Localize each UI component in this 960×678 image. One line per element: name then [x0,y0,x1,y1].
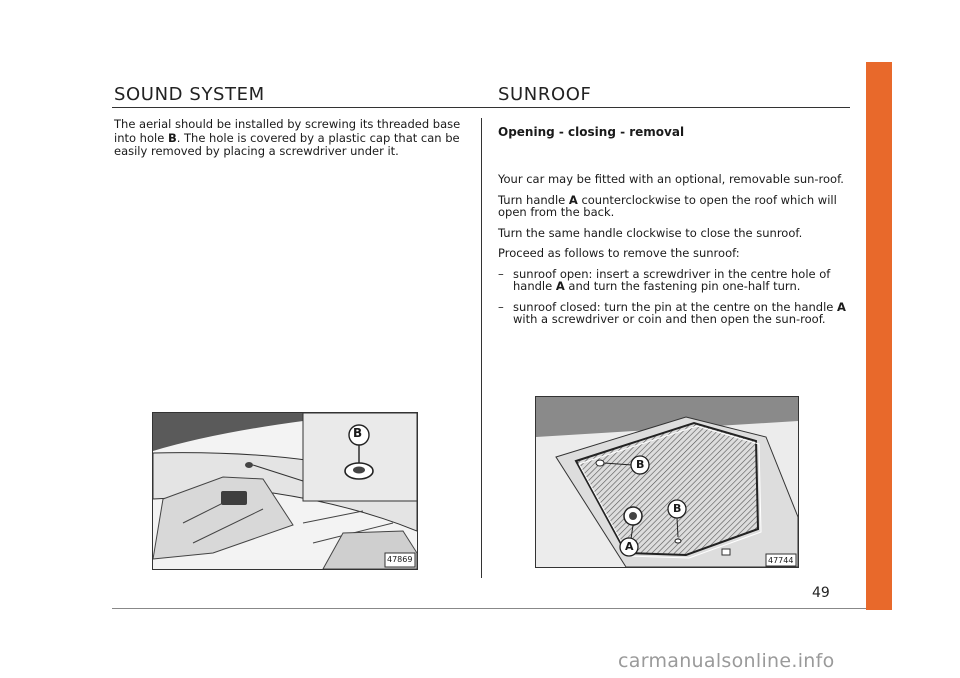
list-item: – sunroof closed: turn the pin at the centre on the handle A with a screwdriver or coin and then open the sun-roof. [498,299,846,326]
list-item: – sunroof open: insert a screwdriver in the centre hole of handle A and turn the fastening pin one-half turn. [498,266,831,293]
callout-b2: B [673,502,682,515]
close-instruction: Turn the same handle clockwise to close the sunroof. [498,225,803,240]
open-instruction: Turn handle A counterclockwise to open the roof which will open from the back. [498,192,837,219]
removal-intro: Proceed as follows to remove the sunroof: [498,246,740,260]
sunroof-intro: Your car may be fitted with an optional, removable sun-roof. [498,172,844,186]
aerial-instructions: The aerial should be installed by screwing its threaded base into hole B. The hole is covered by a plastic cap that can be easily removed by placing a screwdriver under it. [114,117,461,158]
callout-a: A [625,540,634,553]
figure-code: 47869 [387,555,413,564]
column-divider [481,118,482,578]
section-tab [866,62,892,610]
callout-b: B [353,426,363,440]
figure-code: 47744 [768,556,794,565]
sound-system-heading: SOUND SYSTEM [114,84,265,105]
sunroof-instructions [498,173,848,334]
footer-rule [112,608,866,609]
page-number: 49 [812,585,830,601]
aerial-figure [152,412,418,570]
watermark: carmanualsonline.info [618,650,835,672]
callout-b1: B [636,458,645,471]
hole-ref: B [167,130,177,145]
sunroof-subheading: Opening - closing - removal [498,125,685,139]
handle-ref: A [568,192,578,207]
sunroof-heading: SUNROOF [498,84,592,105]
sunroof-figure [535,396,799,568]
header-rule [112,107,850,108]
removal-steps [498,268,848,326]
